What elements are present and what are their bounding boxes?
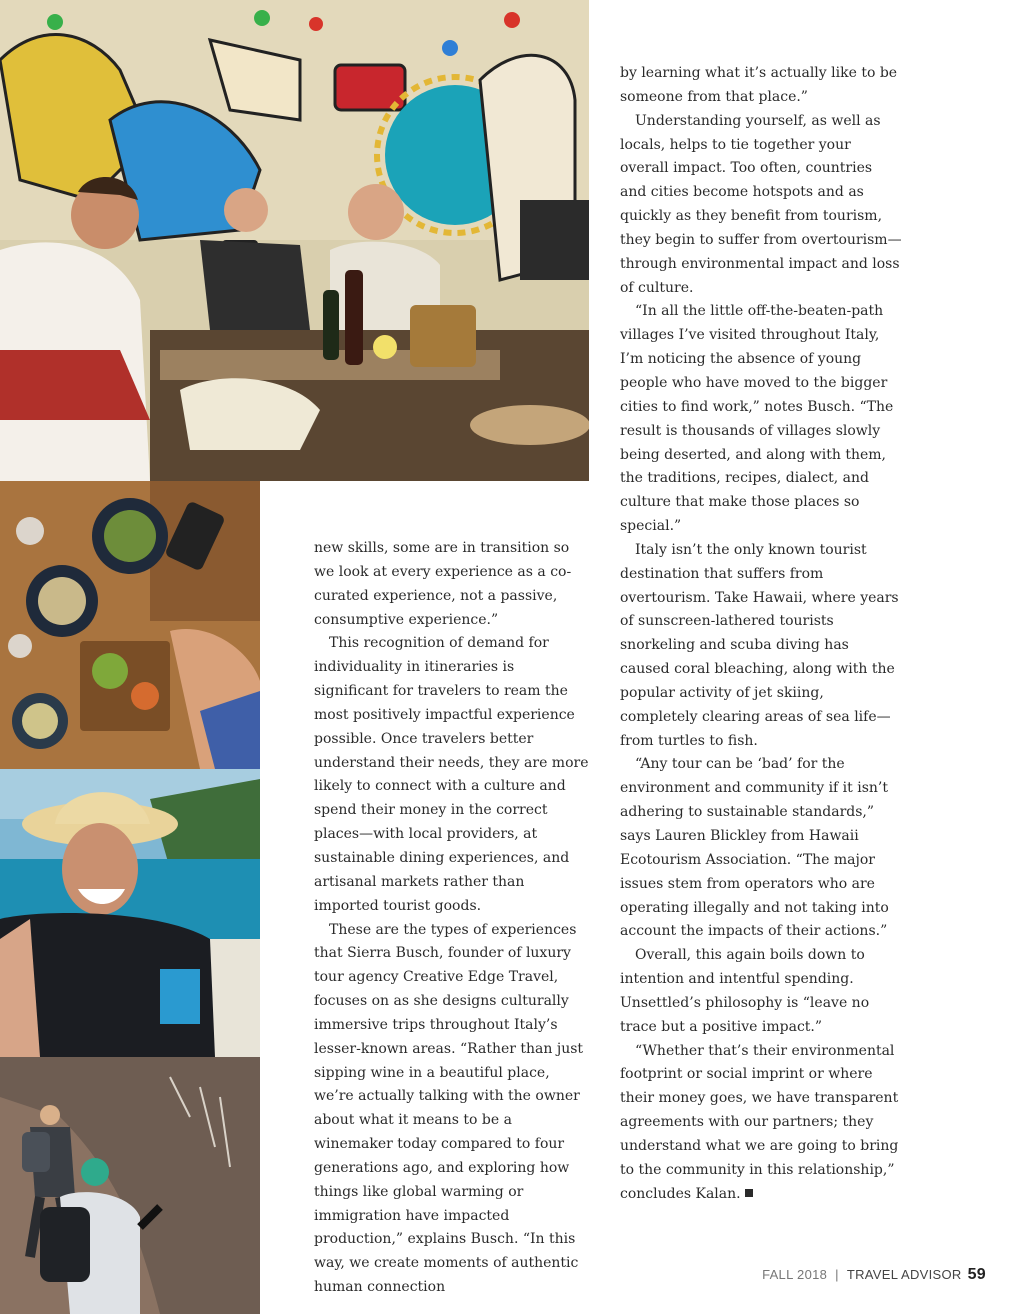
page-footer [762, 1266, 986, 1284]
photo-food-table [0, 481, 260, 769]
article-paragraph-last [620, 1040, 902, 1207]
article-paragraph-text: “Whether that’s their environmental footprint or social imprint or where their money goes, we have transparent agreements with our partners; they understand what we are going to bring to the community in this relationship,” concludes Kalan. [620, 1042, 899, 1202]
article-paragraph: new skills, some are in transition so we look at every experience as a co-curated experience, not a passive, consumptive experience.” [314, 540, 572, 628]
end-of-article-mark [745, 1189, 753, 1197]
article-paragraph: Italy isn’t the only known tourist destination that suffers from overtourism. Take Hawaii, where years of sunscreen-lathered tourists snorkeling and scuba diving has caused coral bleaching, along with the popular activity of jet skiing, completely clearing areas of sea life—from turtles to fish. [620, 541, 899, 749]
article-column-middle [314, 537, 589, 1300]
footer-issue: FALL 2018 [762, 1267, 828, 1282]
article-paragraph: Overall, this again boils down to intention and intentful spending. Unsettled’s philosophy is “leave no trace but a positive impact.” [620, 947, 870, 1035]
article-paragraph: Understanding yourself, as well as locals, helps to tie together your overall impact. Too often, countries and cities become hotspots and as quickly as they benefit from tourism, they begin to suffer from overtourism—through environmental impact and loss of culture. [620, 112, 902, 296]
article-paragraph: These are the types of experiences that Sierra Busch, founder of luxury tour agency Creative Edge Travel, focuses on as she designs culturally immersive trips throughout Italy’s lesser-known areas. “Rather than just sipping wine in a beautiful place, we’re actually talking with the owner about what it means to be a winemaker today compared to four generations ago, and exploring how things like global warming or immigration have impacted production,” explains Busch. “In this way, we create moments of authentic human connection [314, 921, 584, 1296]
article-paragraph: “Any tour can be ‘bad’ for the environment and community if it isn’t adhering to sustainable standards,” says Lauren Blickley from Hawaii Ecotourism Association. “The major issues stem from operators who are operating illegally and not taking into account the impacts of their actions.” [620, 756, 889, 940]
photo-hikers [0, 1057, 260, 1314]
photo-man-in-hat [0, 769, 260, 1057]
photo-bar-mural [0, 0, 589, 481]
article-paragraph: “In all the little off-the-beaten-path villages I’ve visited throughout Italy, I’m noticing the absence of young people who have moved to the bigger cities to find work,” notes Busch. “The result is thousands of villages slowly being deserted, and along with them, the traditions, recipes, dialect, and culture that make those places so special.” [620, 303, 894, 535]
article-paragraph: by learning what it’s actually like to be someone from that place.” [620, 65, 898, 105]
footer-magazine-name: TRAVEL ADVISOR [846, 1267, 962, 1282]
page-number: 59 [967, 1266, 986, 1283]
article-paragraph: This recognition of demand for individuality in itineraries is significant for travelers to ream the most positively impactful experience possible. Once travelers better understand their needs, they are more likely to connect with a culture and spend their money in the correct places—with local providers, at sustainable dining experiences, and artisanal markets rather than imported tourist goods. [314, 635, 589, 914]
footer-separator: | [835, 1267, 839, 1282]
article-column-right [620, 62, 902, 1207]
